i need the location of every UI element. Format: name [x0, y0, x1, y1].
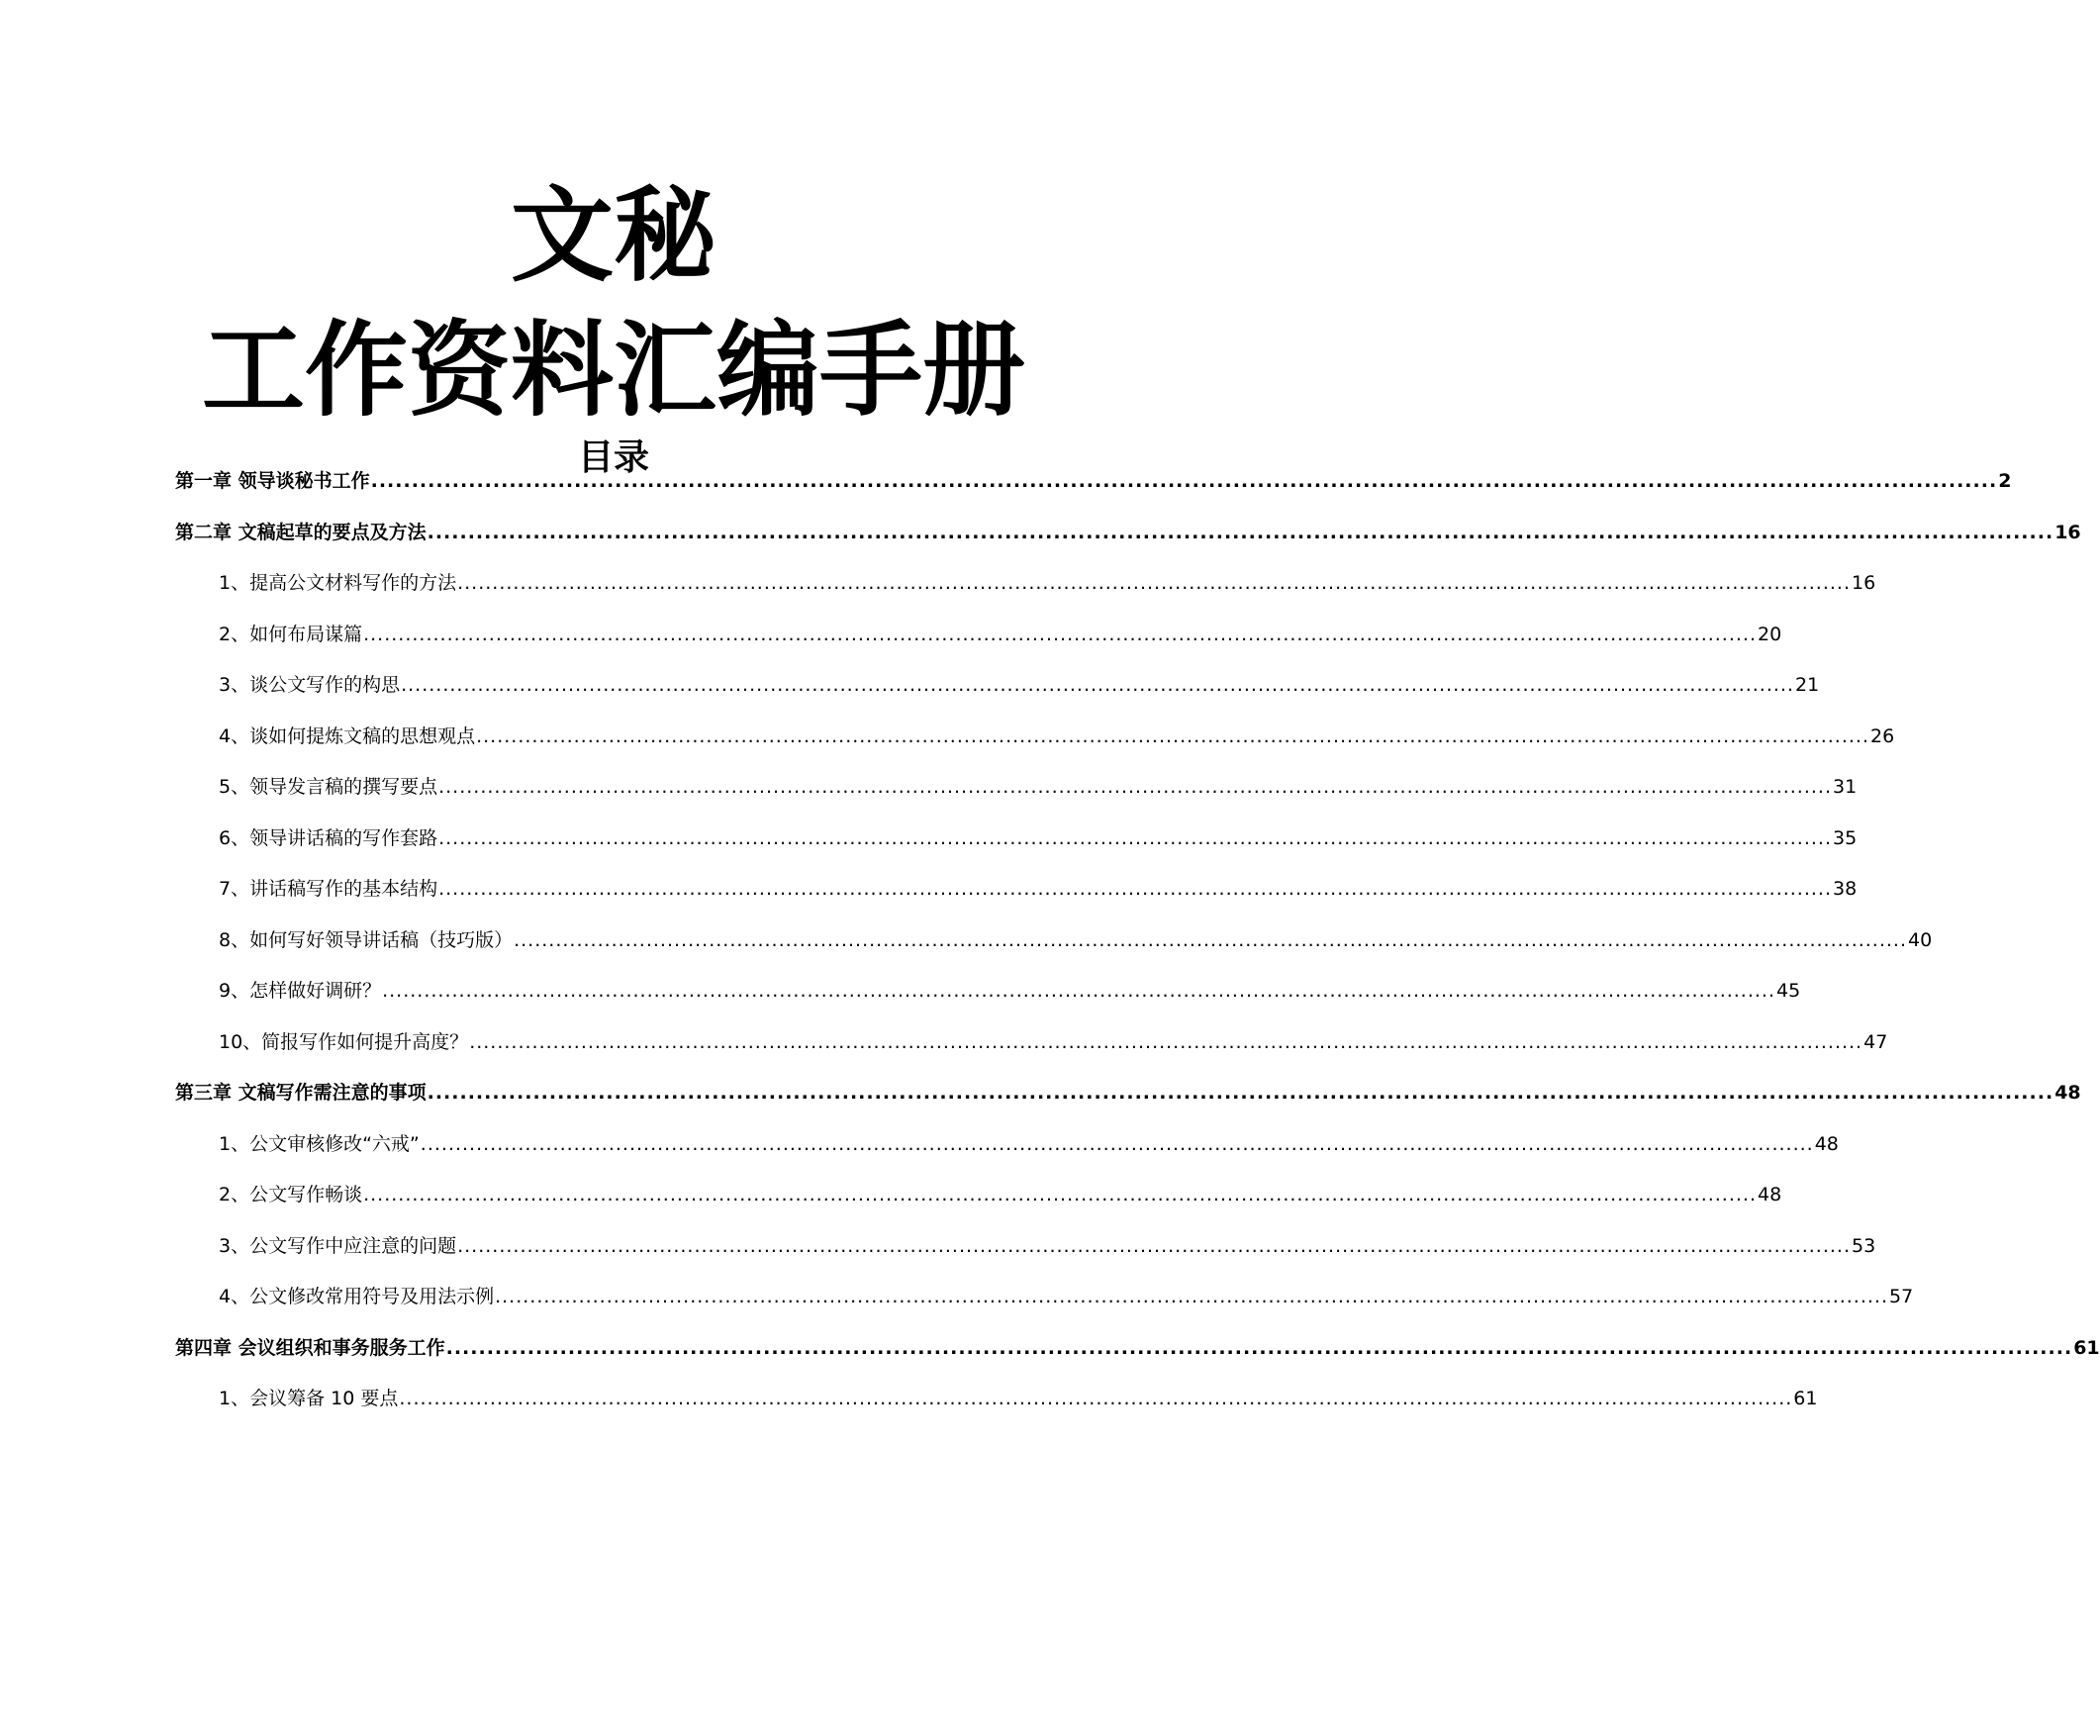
toc-entry-label: 1、公文审核修改“六戒”: [219, 1133, 420, 1155]
toc-entry[interactable]: [175, 1333, 2100, 1363]
toc-entry-label: 第三章 文稿写作需注意的事项: [175, 1082, 427, 1104]
document-title-line2: 工作资料汇编手册: [201, 310, 1025, 431]
toc-entry[interactable]: [175, 518, 2081, 547]
toc-entry-page: 48: [1758, 1184, 1782, 1206]
toc-entry-label: 4、谈如何提炼文稿的思想观点: [219, 725, 476, 747]
toc-entry-page: 61: [2073, 1337, 2100, 1359]
toc-dot-leader: ........................................................................................................................................................................................................: [445, 1337, 2073, 1359]
toc-entry-label: 8、如何写好领导讲话稿（技巧版）: [219, 929, 514, 951]
toc-entry-page: 45: [1776, 980, 1801, 1002]
toc-entry-label: 2、公文写作畅谈: [219, 1184, 363, 1206]
toc-dot-leader: ........................................................................................................................................................................................................: [457, 1235, 1852, 1257]
toc-dot-leader: ........................................................................................................................................................................................................: [399, 1388, 1793, 1409]
toc-entry[interactable]: [175, 568, 1876, 598]
toc-entry[interactable]: [175, 466, 2012, 496]
toc-entry[interactable]: [175, 1180, 1782, 1209]
toc-dot-leader: ........................................................................................................................................................................................................: [420, 1133, 1814, 1155]
toc-entry-page: 16: [2054, 522, 2081, 543]
toc-entry-label: 1、提高公文材料写作的方法: [219, 572, 457, 594]
toc-dot-leader: ........................................................................................................................................................................................................: [495, 1286, 1889, 1307]
toc-entry-page: 53: [1852, 1235, 1876, 1257]
toc-entry-label: 3、谈公文写作的构思: [219, 674, 401, 696]
toc-dot-leader: ........................................................................................................................................................................................................: [476, 725, 1870, 747]
toc-entry-page: 20: [1758, 624, 1782, 645]
toc-dot-leader: ........................................................................................................................................................................................................: [363, 624, 1758, 645]
toc-entry[interactable]: [175, 874, 1858, 904]
toc-dot-leader: ........................................................................................................................................................................................................: [514, 929, 1908, 951]
toc-entry-label: 9、怎样做好调研？: [219, 980, 382, 1002]
toc-entry-page: 35: [1833, 827, 1858, 849]
toc-dot-leader: ........................................................................................................................................................................................................: [401, 674, 1795, 696]
toc-dot-leader: ........................................................................................................................................................................................................: [438, 878, 1833, 900]
toc-entry-label: 6、领导讲话稿的写作套路: [219, 827, 438, 849]
toc-entry-page: 61: [1793, 1388, 1818, 1409]
toc-entry-label: 第一章 领导谈秘书工作: [175, 470, 370, 492]
toc-dot-leader: ........................................................................................................................................................................................................: [438, 776, 1833, 798]
toc-entry[interactable]: [175, 1282, 1914, 1311]
toc-entry[interactable]: [175, 976, 1801, 1006]
toc-dot-leader: ........................................................................................................................................................................................................: [457, 572, 1852, 594]
toc-entry[interactable]: [175, 1078, 2081, 1108]
toc-entry[interactable]: [175, 925, 1933, 955]
toc-entry-label: 10、简报写作如何提升高度？: [219, 1031, 469, 1053]
toc-entry-label: 4、公文修改常用符号及用法示例: [219, 1286, 495, 1307]
toc-dot-leader: ........................................................................................................................................................................................................: [370, 470, 1998, 492]
toc-entry[interactable]: [175, 1384, 1818, 1413]
toc-entry[interactable]: [175, 1129, 1839, 1159]
toc-entry-page: 47: [1863, 1031, 1888, 1053]
toc-dot-leader: ........................................................................................................................................................................................................: [427, 522, 2054, 543]
toc-dot-leader: ........................................................................................................................................................................................................: [427, 1082, 2054, 1104]
toc-entry[interactable]: [175, 1027, 1888, 1057]
toc-dot-leader: ........................................................................................................................................................................................................: [438, 827, 1833, 849]
toc-entry-page: 21: [1795, 674, 1820, 696]
toc-entry-label: 第四章 会议组织和事务服务工作: [175, 1337, 445, 1359]
toc-entry-page: 48: [1814, 1133, 1839, 1155]
toc-entry-label: 5、领导发言稿的撰写要点: [219, 776, 438, 798]
toc-entry-page: 2: [1998, 470, 2012, 492]
toc-entry-page: 40: [1908, 929, 1933, 951]
toc-entry-page: 48: [2054, 1082, 2081, 1104]
document-title-line1: 文秘: [510, 175, 716, 296]
toc-entry-label: 3、公文写作中应注意的问题: [219, 1235, 457, 1257]
toc-entry-page: 26: [1870, 725, 1895, 747]
toc-entry[interactable]: [175, 670, 1820, 700]
toc-entry[interactable]: [175, 772, 1858, 802]
toc-dot-leader: ........................................................................................................................................................................................................: [469, 1031, 1863, 1053]
toc-entry-page: 38: [1833, 878, 1858, 900]
toc-entry[interactable]: [175, 620, 1782, 649]
toc-entry[interactable]: [175, 823, 1858, 853]
toc-dot-leader: ........................................................................................................................................................................................................: [382, 980, 1776, 1002]
toc-entry-label: 7、讲话稿写作的基本结构: [219, 878, 438, 900]
toc-entry[interactable]: [175, 722, 1895, 751]
toc-dot-leader: ........................................................................................................................................................................................................: [363, 1184, 1758, 1206]
toc-entry[interactable]: [175, 1231, 1876, 1261]
toc-entry-label: 第二章 文稿起草的要点及方法: [175, 522, 427, 543]
toc-entry-label: 1、会议筹备 10 要点: [219, 1388, 399, 1409]
toc-entry-page: 31: [1833, 776, 1858, 798]
toc-entry-page: 16: [1852, 572, 1876, 594]
toc-entry-page: 57: [1889, 1286, 1914, 1307]
toc-entry-label: 2、如何布局谋篇: [219, 624, 363, 645]
toc-heading: 目录: [577, 437, 649, 478]
